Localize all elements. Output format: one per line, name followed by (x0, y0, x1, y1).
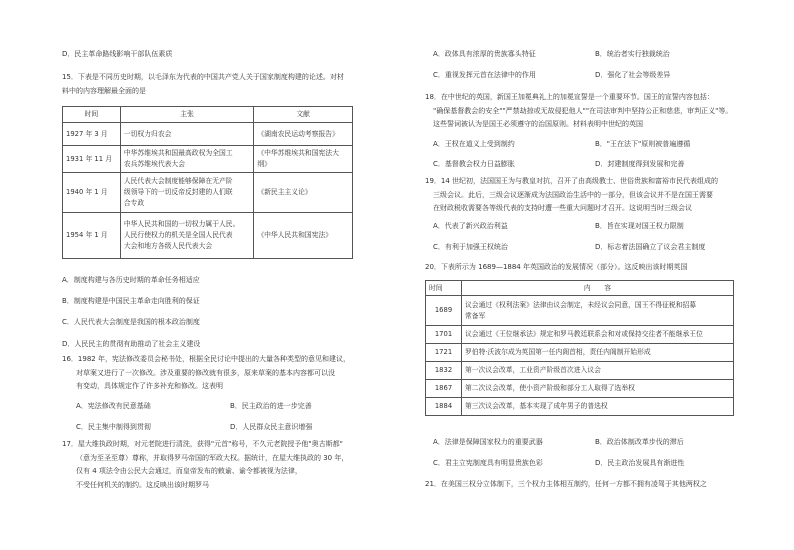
cell-line: 议会通过《权利法案》法律由议会制定，未经议会同意，国王不得征税和招募 (465, 300, 697, 309)
table-cell-doc: 《中华人民共和国宪法》 (254, 213, 353, 259)
q18-option-c[interactable]: C．基督教会权力日益膨胀 (433, 160, 515, 168)
table-cell-content: 第一次议会改革，工业资产阶级首次进入议会 (462, 362, 734, 380)
table-row (426, 326, 734, 344)
q18-option-a[interactable]: A．王权在道义上受到制约 (433, 140, 515, 148)
q15-option-c[interactable]: C．人民代表大会制度是我国的根本政治制度 (62, 318, 200, 326)
table-cell-time: 1721 (426, 344, 462, 362)
q16-option-a[interactable]: A．宪法修改有民意基础 (76, 402, 151, 410)
q19-stem-line: 19．14 世纪初，法国国王为与教皇对抗，召开了由高级教士、世俗贵族和富裕市民代表组成的 (425, 177, 719, 185)
table-row (63, 173, 353, 213)
q20-option-b[interactable]: B．政治体制改革步伐的滞后 (595, 438, 684, 446)
table-cell-doc: 《中华苏维埃共和国宪法大纲》 (254, 146, 353, 173)
q18-stem-line: 这些誓词被认为是国王必须遵守的治国原则。材料表明中世纪的英国 (433, 120, 643, 128)
q20-option-a[interactable]: A．法律是保障国家权力的重要武器 (433, 438, 543, 446)
q15-option-b[interactable]: B．制度构建是中国民主革命走向胜利的保证 (62, 297, 200, 305)
table-row (426, 380, 734, 398)
q14-option-d: D．民主革命路线影响干部队伍素质 (62, 50, 173, 58)
q19-option-d[interactable]: D．标志着法国确立了议会君主制度 (595, 243, 706, 251)
cell-line: 常备军 (465, 311, 486, 320)
table-cell-content: 第二次议会改革，使小资产阶级和部分工人取得了选举权 (462, 380, 734, 398)
q17-option-a[interactable]: A．政体具有浓厚的贵族寡头特征 (433, 50, 536, 58)
table-row (426, 362, 734, 380)
table-row (63, 146, 353, 173)
q16-stem (62, 353, 350, 394)
table-cell-time: 1940 年 1 月 (63, 173, 121, 213)
table-header-row (426, 281, 734, 296)
q16-stem-line: 对草案又进行了一次修改。涉及重要的修改就有很多，原来草案的基本内容都可以没 (76, 368, 335, 377)
q17-option-c[interactable]: C．重视发挥元首在法律中的作用 (433, 71, 536, 79)
table-cell-time: 1701 (426, 326, 462, 344)
table-cell-claim (120, 146, 253, 173)
table-cell-time: 1867 (426, 380, 462, 398)
table-row (426, 344, 734, 362)
cell-line: 农兵苏维埃代表大会 (123, 160, 186, 168)
table-cell-doc: 《湖南农民运动考察报告》 (254, 123, 353, 146)
q17-option-d[interactable]: D．强化了社会等级差异 (595, 71, 671, 79)
q19-option-c[interactable]: C．有利于加强王权统治 (433, 243, 508, 251)
table-header: 内 容 (462, 281, 734, 296)
table-header: 主张 (120, 107, 253, 123)
cell-line: 大会和地方各级人民代表大会 (123, 242, 213, 250)
cell-line: 中华人民共和国的一切权力属于人民。 (123, 220, 240, 228)
table-cell-time: 1884 (426, 398, 462, 416)
table-cell-claim (120, 173, 253, 213)
q17-stem-line: 不受任何机关的制约。这反映出该时期罗马 (76, 480, 209, 489)
q15-table (62, 106, 353, 259)
table-cell-time: 1954 年 1 月 (63, 213, 121, 259)
table-cell-claim (120, 213, 253, 259)
q16-option-c[interactable]: C．民主集中制得到贯彻 (76, 423, 151, 431)
table-cell-content: 议会通过《王位继承法》规定和罗马教廷联系会和对或保持交往者不能继承王位 (462, 326, 734, 344)
q18-option-b[interactable]: B．"王在法下"原则被普遍遵循 (595, 140, 691, 148)
q18-stem-line: 18．在中世纪的英国，新国王加冕典礼上的加冕宣誓是一个重要环节。国王的宣誓内容包括： (425, 93, 714, 101)
table-header-row (63, 107, 353, 123)
q17-stem-line: （意为至圣至尊）尊称，并取得罗马帝国的军政大权。据统计，在屋大维执政的 30 年， (76, 453, 349, 462)
q18-stem (425, 91, 732, 132)
q18-option-d[interactable]: D．封建制度得到发展和完善 (595, 160, 685, 168)
table-cell-doc: 《新民主主义论》 (254, 173, 353, 213)
cell-line: 级领导下的一切反帝反封建的人们联 (123, 188, 233, 196)
q20-stem: 20．下表所示为 1689—1884 年英国政治的发展情况（部分）。这反映出该时期英国 (425, 263, 688, 271)
q21-stem: 21．在美国三权分立体制下，三个权力主体相互制约，任何一方都不拥有凌驾于其他两权之 (425, 480, 707, 488)
table-cell-content: 罗伯特·沃波尔成为英国第一任内阁首相，责任内阁制开始形成 (462, 344, 734, 362)
q19-stem-line: 在财政税收需要各等级代表的支持时遭一些重大问题时才召开。这说明当时三级会议 (433, 204, 692, 212)
q15-stem (62, 71, 344, 98)
table-cell-time: 1931 年 11 月 (63, 146, 121, 173)
q16-option-b[interactable]: B．民主政治的进一步完善 (230, 402, 312, 410)
table-row (426, 296, 734, 326)
cell-line: 合专政 (123, 199, 145, 207)
q19-stem-line: 三级会议。此后，三级会议逐渐成为法国政治生活中的一部分，但该会议并不是在国王需要 (433, 190, 713, 199)
q15-option-d[interactable]: D．人民民主的贯彻有助推动了社会主义建设 (62, 340, 201, 348)
table-cell-claim: 一切权力归农会 (120, 123, 253, 146)
table-row (426, 398, 734, 416)
q20-option-c[interactable]: C．君主立宪制度具有明显贵族色彩 (433, 459, 543, 467)
q19-option-a[interactable]: A．代表了新兴政治利益 (433, 222, 508, 230)
q16-option-d[interactable]: D．人民群众民主意识增强 (230, 423, 313, 431)
cell-line: 人民行使权力的机关是全国人民代表 (123, 231, 233, 239)
q15-stem-line: 15．下表是不同历史时期，以毛泽东为代表的中国共产党人关于国家制度构建的论述。对材 (62, 73, 344, 81)
table-cell-time: 1927 年 3 月 (63, 123, 121, 146)
q17-stem-line: 仅有 4 项法令由公民大会通过，而皇帝发布的敕谕、谕令都被视为法律， (76, 467, 302, 475)
q17-stem (62, 438, 348, 492)
table-cell-content: 第三次议会改革，基本实现了成年男子的普选权 (462, 398, 734, 416)
table-header: 时间 (63, 107, 121, 123)
q16-stem-line: 16．1982 年，宪法修改委员会秘书处，根据全民讨论中提出的大量各种类型的意见和建议， (62, 355, 350, 363)
q17-option-b[interactable]: B．统治者实行独裁统治 (595, 50, 670, 58)
q15-option-a[interactable]: A．制度构建与各历史时期的革命任务相适应 (62, 276, 200, 284)
q17-stem-line: 17．屋大维执政时期，对元老院进行清洗，获得"元首"称号，不久元老院授予他"奥古斯都" (62, 440, 343, 448)
table-cell-time: 1689 (426, 296, 462, 326)
table-row (63, 213, 353, 259)
table-header: 文献 (254, 107, 353, 123)
q18-stem-line: "确保基督教会的安全""严禁劫掠或无故侵犯他人""在司法审判中坚持公正和慈悲，审判正义"等。 (433, 106, 733, 115)
table-header: 时间 (426, 281, 462, 296)
cell-line: 中华苏维埃共和国最高政权为全国工 (123, 149, 233, 157)
cell-line: 人民代表大会制度能够保障在无产阶 (123, 177, 233, 185)
q19-stem (425, 175, 718, 216)
q20-table (425, 280, 734, 416)
q19-option-b[interactable]: B．旨在实现对国王权力限制 (595, 222, 684, 230)
table-cell-content (462, 296, 734, 326)
q15-stem-line: 料中的内容理解最全面的是 (62, 86, 146, 95)
q16-stem-line: 有变动，具体规定作了许多补充和修改。这表明 (76, 382, 223, 390)
table-cell-time: 1832 (426, 362, 462, 380)
table-row (63, 123, 353, 146)
q20-option-d[interactable]: D．民主政治发展具有渐进性 (595, 459, 685, 467)
